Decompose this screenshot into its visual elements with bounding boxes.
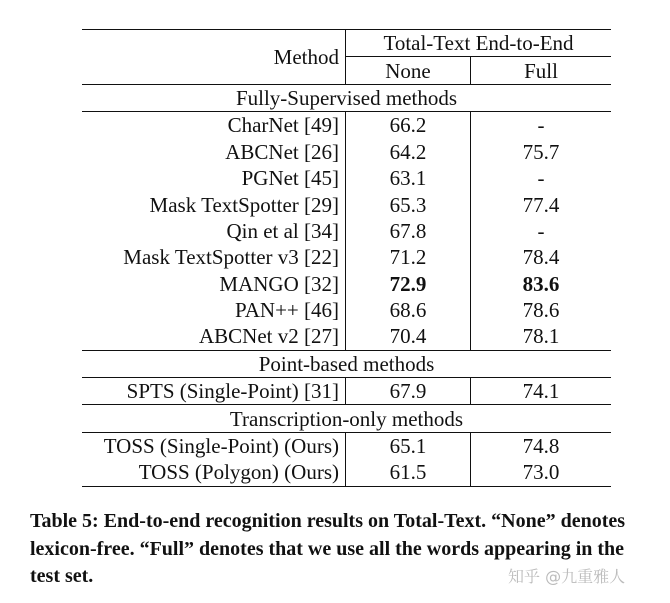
method-cell: TOSS (Polygon) (Ours) — [82, 459, 346, 486]
none-cell: 67.9 — [346, 378, 471, 405]
none-cell: 72.9 — [346, 271, 471, 297]
none-cell: 67.8 — [346, 218, 471, 244]
none-cell: 71.2 — [346, 244, 471, 270]
section-title: Fully-Supervised methods — [82, 84, 611, 111]
method-cell: ABCNet v2 [27] — [82, 323, 346, 350]
none-cell: 63.1 — [346, 165, 471, 191]
header-full: Full — [524, 58, 558, 83]
none-cell: 64.2 — [346, 139, 471, 165]
table-row — [82, 165, 611, 191]
method-cell: PGNet [45] — [82, 165, 346, 191]
none-cell: 61.5 — [346, 459, 471, 486]
full-cell: 78.1 — [522, 324, 560, 349]
full-cell: 77.4 — [522, 192, 560, 217]
full-cell: - — [471, 112, 612, 139]
header-method: Method — [82, 30, 346, 85]
full-cell: 78.4 — [522, 245, 560, 270]
table-row — [82, 139, 611, 165]
method-cell: TOSS (Single-Point) (Ours) — [82, 432, 346, 459]
none-cell: 70.4 — [346, 323, 471, 350]
none-cell: 65.1 — [346, 432, 471, 459]
table-row — [82, 191, 611, 217]
section-title: Transcription-only methods — [82, 405, 611, 432]
table-row — [82, 112, 611, 139]
full-cell: - — [537, 218, 545, 243]
none-cell: 68.6 — [346, 297, 471, 323]
results-table — [82, 29, 611, 487]
watermark: 知乎 @九重雅人 — [508, 567, 626, 586]
table-row — [82, 244, 611, 270]
method-cell: Mask TextSpotter [29] — [82, 191, 346, 217]
method-cell: Mask TextSpotter v3 [22] — [82, 244, 346, 270]
table-caption: Table 5: End-to-end recognition results on Total-Text. “None” denotes lexicon-free. “Full” denotes that we use all the words appearing in the test set. — [30, 510, 626, 587]
section-title: Point-based methods — [82, 350, 611, 377]
table-row — [82, 459, 611, 486]
table-row — [82, 432, 611, 459]
full-cell: 78.6 — [522, 298, 560, 323]
header-none: None — [346, 57, 471, 84]
header-group: Total-Text End-to-End — [346, 30, 612, 57]
full-cell: 74.1 — [471, 378, 612, 405]
method-cell: CharNet [49] — [82, 112, 346, 139]
method-cell: Qin et al [34] — [82, 218, 346, 244]
table-row — [82, 378, 611, 405]
none-cell: 66.2 — [346, 112, 471, 139]
table-row — [82, 271, 611, 297]
method-cell: PAN++ [46] — [82, 297, 346, 323]
method-cell: ABCNet [26] — [82, 139, 346, 165]
method-cell: MANGO [32] — [82, 271, 346, 297]
full-cell: 74.8 — [471, 432, 612, 459]
full-cell: 73.0 — [471, 459, 612, 486]
table-row — [82, 323, 611, 350]
method-cell: SPTS (Single-Point) [31] — [82, 378, 346, 405]
full-cell: 75.7 — [522, 139, 560, 164]
table-row — [82, 297, 611, 323]
full-cell: - — [537, 166, 545, 191]
full-cell: 83.6 — [522, 271, 560, 296]
table-row — [82, 218, 611, 244]
none-cell: 65.3 — [346, 191, 471, 217]
